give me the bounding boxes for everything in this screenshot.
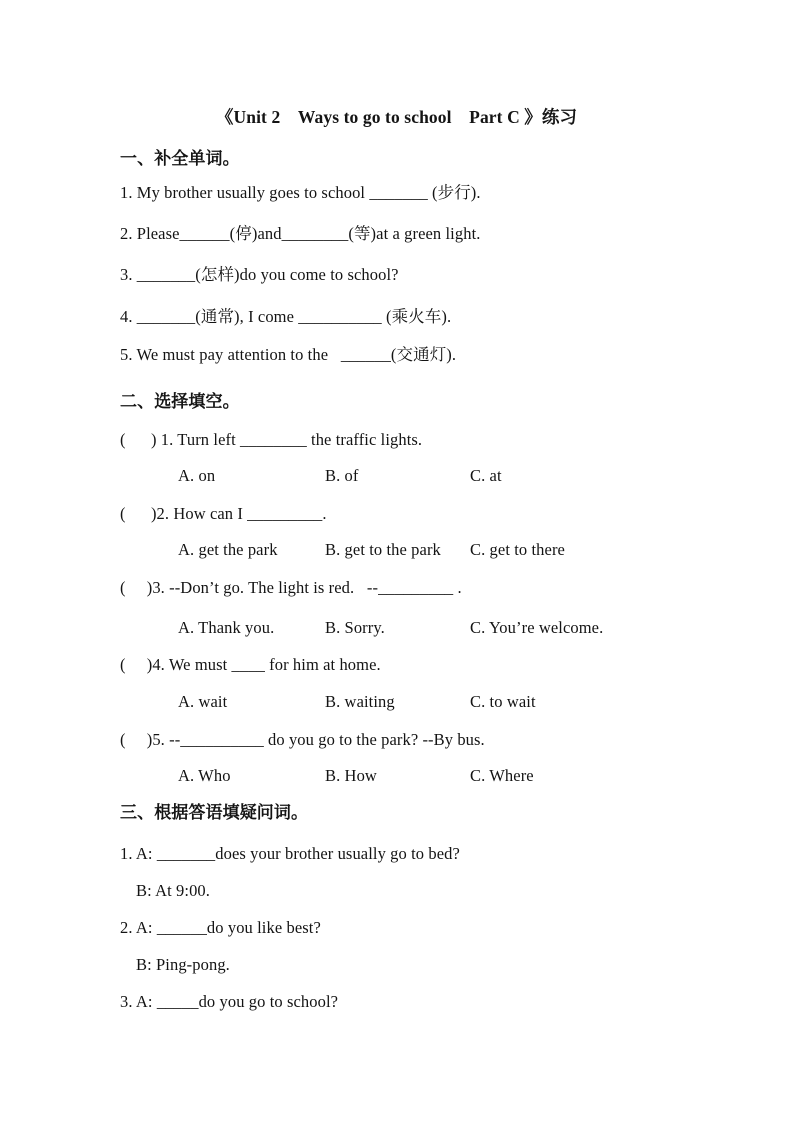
section3-heading: 三、根据答语填疑问词。 — [120, 803, 309, 822]
option-c: C. Where — [470, 766, 534, 785]
option-c: C. at — [470, 466, 502, 485]
section2-question-3-stem: ( )3. --Don’t go. The light is red. --_________ . — [120, 578, 462, 597]
section2-heading: 二、选择填空。 — [120, 392, 240, 411]
section1-item-2: 2. Please______(停)and________(等)at a green light. — [120, 224, 481, 243]
section2-question-3-options — [120, 617, 720, 639]
option-c: C. You’re welcome. — [470, 618, 604, 637]
section1-heading: 一、补全单词。 — [120, 149, 240, 168]
section2-question-5-options — [120, 765, 720, 787]
page-title: 《Unit 2 Ways to go to school Part C 》练习 — [215, 107, 578, 127]
option-b: B. Sorry. — [325, 618, 385, 637]
section3-line-3: 2. A: ______do you like best? — [120, 918, 321, 937]
option-c: C. to wait — [470, 692, 536, 711]
section1-item-3: 3. _______(怎样)do you come to school? — [120, 265, 399, 284]
section3-line-4: B: Ping-pong. — [136, 955, 230, 974]
section2-question-5-stem: ( )5. --__________ do you go to the park? --By bus. — [120, 730, 485, 749]
section3-line-1: 1. A: _______does your brother usually go to bed? — [120, 844, 460, 863]
option-a: A. Who — [178, 766, 231, 785]
option-a: A. get the park — [178, 540, 278, 559]
option-a: A. wait — [178, 692, 228, 711]
section2-question-1-options — [120, 465, 720, 487]
section2-question-4-stem: ( )4. We must ____ for him at home. — [120, 655, 381, 674]
section3-line-5: 3. A: _____do you go to school? — [120, 992, 339, 1011]
option-c: C. get to there — [470, 540, 565, 559]
section3-line-2: B: At 9:00. — [136, 881, 210, 900]
section1-item-4: 4. _______(通常), I come __________ (乘火车). — [120, 307, 452, 326]
option-b: B. How — [325, 766, 377, 785]
section1-item-1: 1. My brother usually goes to school _______ (步行). — [120, 183, 481, 202]
option-a: A. on — [178, 466, 216, 485]
section2-question-1-stem: ( ) 1. Turn left ________ the traffic lights. — [120, 430, 423, 449]
section2-question-2-options — [120, 539, 720, 561]
option-b: B. of — [325, 466, 359, 485]
option-a: A. Thank you. — [178, 618, 275, 637]
section2-question-4-options — [120, 691, 720, 713]
section2-question-2-stem: ( )2. How can I _________. — [120, 504, 327, 523]
option-b: B. waiting — [325, 692, 395, 711]
option-b: B. get to the park — [325, 540, 441, 559]
section1-item-5: 5. We must pay attention to the ______(交通灯). — [120, 345, 457, 364]
